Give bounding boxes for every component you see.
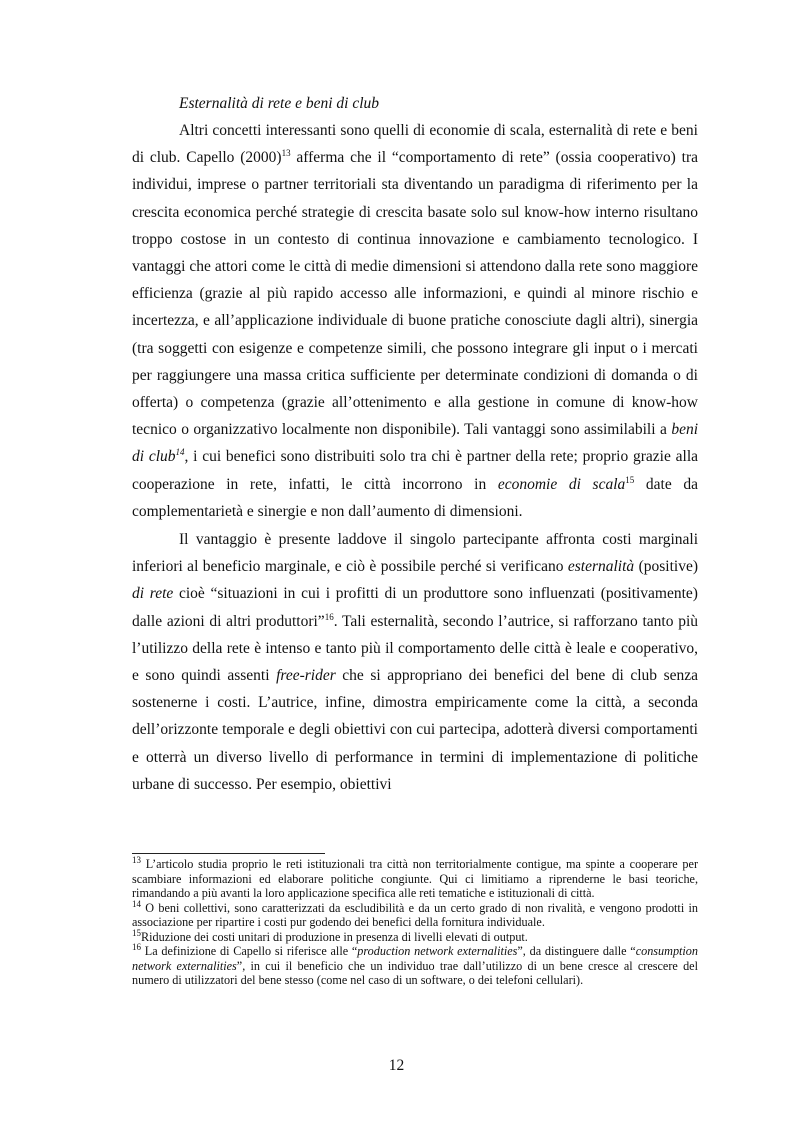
- footnote-14: [132, 898, 698, 930]
- footnote-number: 13: [132, 854, 141, 865]
- footnote-text: La definizione di Capello si riferisce alle “: [141, 944, 358, 958]
- paragraph-2: [132, 526, 698, 798]
- footnote-number: 16: [132, 941, 141, 952]
- p2-text-c: cioè “situazioni in cui i profitti di un produttore sono influenzati (positivamente) dalle azioni di altri produttori”: [132, 585, 698, 630]
- p2-emph-di-rete: di rete: [132, 585, 174, 603]
- footnote-ref-14[interactable]: 14: [175, 447, 185, 458]
- p1-text-c: , i cui benefici sono distribuiti solo tra chi è partner della rete; proprio grazie alla cooperazione in rete, infatti, le città incorrono in: [132, 448, 698, 493]
- p2-emph-free-rider: free-rider: [276, 667, 336, 685]
- p2-emph-esternalita: esternalità: [567, 558, 635, 576]
- footnote-ref-16[interactable]: 16: [324, 611, 334, 622]
- footnote-text: ”, in cui il beneficio che un individuo trae dall’utilizzo di un bene cresce al crescere del numero di utilizzatori del bene stesso (come nel caso di un software, o dei telefoni cellulari).: [132, 958, 698, 987]
- footnote-emph: production network externalities: [357, 944, 518, 958]
- p2-text-e: che si appropriano dei benefici del bene di club senza sostenerne i costi. L’autrice, infine, dimostra empiricamente come la città, a seconda dell’orizzonte temporale e degli obiettivi con cui partecipa, adotterà diversi comportamenti e otterrà un diverso livello di performance in termini di implementazione di politiche urbane di successo. Per esempio, obiettivi: [132, 667, 698, 793]
- footnote-ref-15[interactable]: 15: [625, 474, 635, 485]
- p1-text-b: afferma che il “comportamento di rete” (ossia cooperativo) tra individui, imprese o partner territoriali sta diventando un paradigma di riferimento per la crescita economica perché strategie di crescita basate solo sul know-how interno risultano troppo costose in un contesto di continua innovazione e cambiamento tecnologico. I vantaggi che attori come le città di medie dimensioni si attendono dalla rete sono maggiore efficienza (grazie al più rapido accesso alle informazioni, e quindi al minore rischio e incertezza, e all’applicazione individuale di buone pratiche conosciute dagli altri), sinergia (tra soggetti con esigenze e competenze simili, che possono integrare gli input o i mercati per raggiungere una massa critica sufficiente per determinate condizioni di domanda o di offerta) o competenza (grazie all’ottenimento e alla gestione in comune di know-how tecnico o organizzativo localmente non disponibile). Tali vantaggi sono assimilabili a: [132, 149, 698, 439]
- p1-emph-economie-di-scala: economie di scala: [497, 475, 626, 493]
- footnote-16: [132, 941, 698, 988]
- p2-text-b: (positive): [634, 558, 698, 576]
- footnote-number: 14: [132, 898, 141, 909]
- p1-text-d: date da complementarietà e sinergie e non dall’aumento di dimensioni.: [132, 475, 698, 520]
- paragraph-1: [132, 117, 698, 525]
- p1-emph-beni-di-club: beni di club: [132, 421, 698, 466]
- footnote-text: L’articolo studia proprio le reti istituzionali tra città non territorialmente contigue, ma spinte a cooperare per scambiare informazioni ed elaborare politiche congiunte. Qui ci limitiamo a riprenderne le basi teoriche, rimandando a più avanti la loro applicazione specifica alle reti tematiche e istituzionali di città.: [132, 857, 698, 900]
- footnote-ref-13[interactable]: 13: [281, 148, 291, 159]
- p2-text-a: Il vantaggio è presente laddove il singolo partecipante affronta costi marginali inferiori al beneficio marginale, e ciò è possibile perché si verificano: [132, 531, 698, 576]
- body-text: [132, 90, 698, 798]
- p2-text-d: . Tali esternalità, secondo l’autrice, si rafforzano tanto più l’utilizzo della rete è intenso e tanto più il comportamento delle città è leale e cooperativo, e sono quindi assenti: [132, 612, 698, 685]
- page-number: 12: [388, 1057, 405, 1074]
- footnote-separator: [132, 853, 325, 854]
- footnote-text: Riduzione dei costi unitari di produzione in presenza di livelli elevati di output.: [141, 929, 528, 944]
- section-heading: Esternalità di rete e beni di club: [179, 95, 380, 112]
- footnote-text: ”, da distinguere dalle “: [517, 944, 636, 958]
- p1-text-a: Altri concetti interessanti sono quelli di economie di scala, esternalità di rete e beni di club. Capello (2000): [132, 122, 698, 167]
- footnotes: [132, 854, 698, 988]
- footnote-emph: consumption network externalities: [132, 944, 698, 973]
- footnote-number: 15: [132, 927, 141, 938]
- footnote-15: [132, 927, 698, 945]
- footnote-13: [132, 854, 698, 901]
- footnote-text: O beni collettivi, sono caratterizzati da escludibilità e da un certo grado di non rivalità, e vengono prodotti in associazione per ripartire i costi pur godendo dei benefici della fornitura individuale.: [132, 900, 698, 929]
